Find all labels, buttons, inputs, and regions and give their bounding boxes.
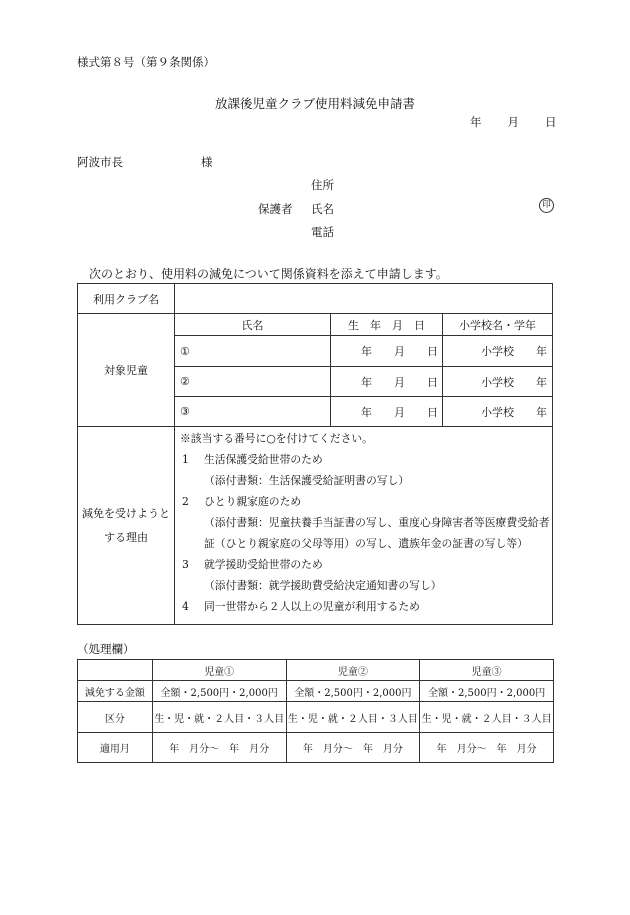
year-label: 年 [360, 405, 372, 419]
application-table [77, 283, 553, 625]
school-label: 小学校 [481, 375, 514, 389]
school-label: 小学校 [481, 405, 514, 419]
reason-option-1[interactable] [180, 449, 552, 470]
table-row [78, 681, 554, 702]
reason-number: 2 [182, 495, 189, 508]
child-label: 対象児童 [104, 364, 148, 377]
applicable-month-field[interactable]: 年 月分～ 年 月分 [420, 733, 554, 763]
reason-option-2[interactable] [180, 491, 552, 512]
category-options[interactable]: 生・児・就・２人目・３人目 [286, 702, 420, 733]
reason-number: 3 [182, 558, 189, 571]
grade-label: 年 [536, 375, 547, 389]
reason-number: 4 [182, 600, 189, 613]
month-label: 月 [393, 375, 405, 389]
reason-label-line-1: 減免を受けようと [82, 506, 170, 520]
child-name-field[interactable] [175, 397, 331, 427]
year-label: 年 [360, 345, 372, 358]
club-name-field[interactable] [175, 284, 553, 314]
grade-label: 年 [536, 405, 547, 419]
club-label-cell [78, 284, 175, 314]
table-row [78, 702, 554, 733]
reason-text: ひとり親家庭のため [204, 495, 302, 508]
category-label: 区分 [78, 702, 153, 733]
processing-table [77, 659, 554, 763]
child-name-field[interactable] [175, 367, 331, 397]
reason-docs: 証（ひとり親家庭の父母等用）の写し、遺族年金の証書の写し等） [204, 537, 528, 550]
child-name-field[interactable] [175, 336, 331, 367]
date-day-label: 日 [545, 115, 557, 129]
document-title: 放課後児童クラブ使用料減免申請書 [214, 96, 415, 111]
date-month-label: 月 [507, 115, 519, 129]
club-label: 利用クラブ名 [93, 292, 159, 306]
day-label: 日 [426, 405, 438, 419]
reason-option-4[interactable] [180, 596, 552, 617]
child-number: ③ [180, 405, 190, 418]
category-options[interactable]: 生・児・就・２人目・３人目 [152, 702, 286, 733]
processing-header-child-1: 児童① [152, 660, 286, 681]
school-label: 小学校 [481, 345, 514, 358]
phone-label: 電話 [311, 225, 334, 239]
reason-text: 生活保護受給世帯のため [204, 453, 323, 466]
child-number: ① [180, 344, 190, 358]
reason-options [175, 427, 553, 625]
reason-number: 1 [182, 453, 189, 466]
addressee-honorific: 様 [201, 155, 213, 169]
amount-options[interactable]: 全額・2,500円・2,000円 [420, 681, 554, 702]
year-label: 年 [360, 375, 372, 389]
month-label: 月 [393, 345, 405, 358]
header-birth: 生 年 月 日 [331, 314, 443, 336]
name-label: 氏名 [311, 202, 334, 216]
reason-label-line-2: する理由 [104, 530, 148, 544]
header-school: 小学校名・学年 [442, 314, 552, 336]
seal-mark: 印 [539, 198, 554, 213]
form-number: 様式第８号（第９条関係） [77, 55, 215, 69]
reason-docs: （添付書類：就学援助費受給決定通知書の写し） [204, 579, 442, 592]
reason-docs: （添付書類：児童扶養手当証書の写し、重度心身障害者等医療費受給者 [204, 516, 550, 529]
month-label: 月 [393, 405, 405, 419]
birth-date-field[interactable] [331, 397, 443, 427]
date-line [470, 114, 557, 130]
school-grade-field[interactable] [442, 397, 552, 427]
reason-option-3[interactable] [180, 554, 552, 575]
grade-label: 年 [536, 345, 547, 358]
category-options[interactable]: 生・児・就・２人目・３人目 [420, 702, 554, 733]
processing-title: （処理欄） [77, 642, 135, 656]
reason-text: 同一世帯から２人以上の児童が利用するため [204, 600, 420, 613]
reason-label-cell [78, 427, 175, 625]
address-label: 住所 [311, 178, 334, 192]
day-label: 日 [426, 375, 438, 389]
reason-text: 就学援助受給世帯のため [204, 558, 323, 571]
reason-docs: （添付書類：生活保護受給証明書の写し） [204, 474, 410, 487]
amount-options[interactable]: 全額・2,500円・2,000円 [152, 681, 286, 702]
addressee-name: 阿波市長 [77, 155, 123, 169]
birth-date-field[interactable] [331, 336, 443, 367]
processing-header-child-2: 児童② [286, 660, 420, 681]
reason-note: ※該当する番号に○を付けてください。 [180, 432, 373, 445]
applicable-month-label: 適用月 [78, 733, 153, 763]
school-grade-field[interactable] [442, 367, 552, 397]
date-year-label: 年 [470, 115, 482, 129]
day-label: 日 [426, 345, 438, 358]
school-grade-field[interactable] [442, 336, 552, 367]
amount-options[interactable]: 全額・2,500円・2,000円 [286, 681, 420, 702]
intro-text: 次のとおり、使用料の減免について関係資料を添えて申請します。 [89, 267, 448, 281]
amount-label: 減免する金額 [78, 681, 153, 702]
guardian-label: 保護者 [258, 202, 293, 216]
applicable-month-field[interactable]: 年 月分～ 年 月分 [286, 733, 420, 763]
processing-header-child-3: 児童③ [420, 660, 554, 681]
table-row [78, 733, 554, 763]
processing-corner-cell [78, 660, 153, 681]
child-number: ② [180, 375, 190, 388]
birth-date-field[interactable] [331, 367, 443, 397]
child-label-cell [78, 314, 175, 427]
header-name: 氏名 [175, 314, 331, 336]
applicable-month-field[interactable]: 年 月分～ 年 月分 [152, 733, 286, 763]
